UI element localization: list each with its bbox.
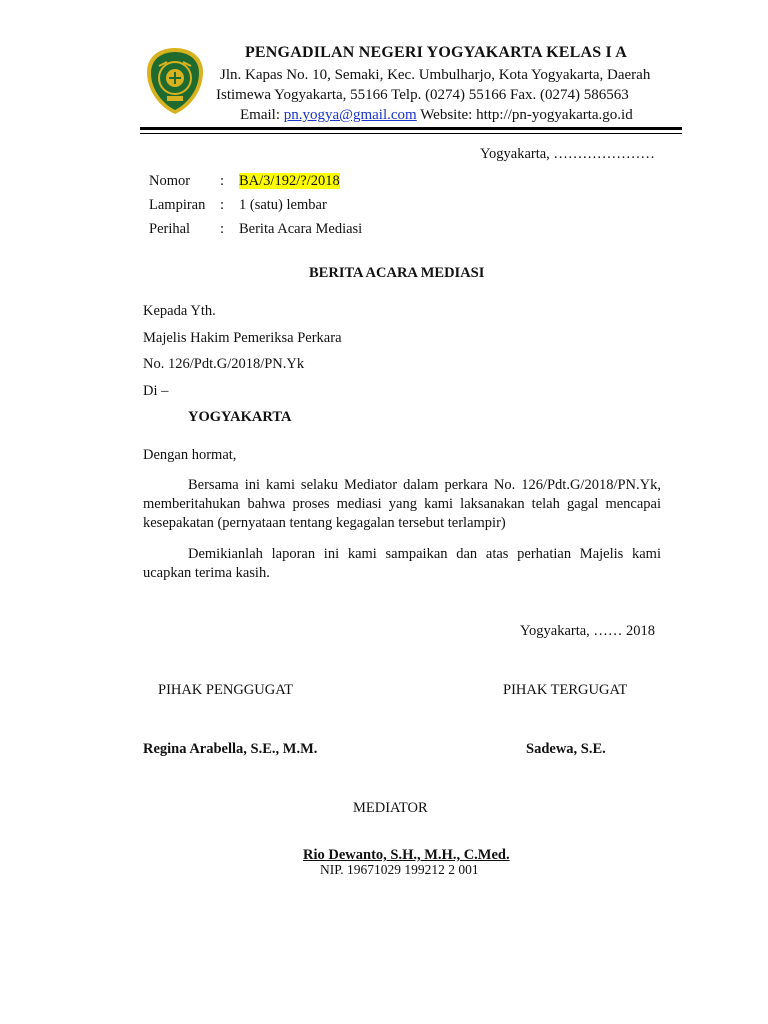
address-line-2: Istimewa Yogyakarta, 55166 Telp. (0274) 55166 Fax. (0274) 586563 xyxy=(216,87,629,103)
header-rule-thick xyxy=(140,127,682,130)
mediator-nip: NIP. 19671029 199212 2 001 xyxy=(320,862,479,877)
website-label: Website: xyxy=(420,107,473,123)
contact-line xyxy=(240,107,633,124)
nomor-value-text: BA/3/192/?/2018 xyxy=(239,173,340,189)
lampiran-value: 1 (satu) lembar xyxy=(239,197,327,213)
nomor-label: Nomor xyxy=(149,173,191,189)
nomor-colon: : xyxy=(220,173,225,189)
website-text: http://pn-yogyakarta.go.id xyxy=(476,107,633,123)
body-paragraph-2 xyxy=(143,545,661,583)
email-link[interactable]: pn.yogya@gmail.com xyxy=(283,107,417,123)
court-emblem-logo xyxy=(145,46,205,116)
email-label: Email: xyxy=(240,107,280,123)
defendant-label: PIHAK TERGUGAT xyxy=(503,682,628,698)
address-line-1: Jln. Kapas No. 10, Semaki, Kec. Umbulharjo, Kota Yogyakarta, Daerah xyxy=(220,67,651,83)
recipient-line-2: Majelis Hakim Pemeriksa Perkara xyxy=(143,330,342,346)
defendant-name: Sadewa, S.E. xyxy=(526,741,606,757)
lampiran-colon: : xyxy=(220,197,225,213)
lampiran-label: Lampiran xyxy=(149,197,206,213)
recipient-line-4: Di – xyxy=(143,383,169,399)
document-title: BERITA ACARA MEDIASI xyxy=(309,265,485,281)
date-top: Yogyakarta, ………………… xyxy=(480,146,655,162)
mediator-label: MEDIATOR xyxy=(353,800,428,816)
plaintiff-label: PIHAK PENGGUGAT xyxy=(158,682,293,698)
nomor-value xyxy=(239,173,340,190)
mediator-name: Rio Dewanto, S.H., M.H., C.Med. xyxy=(303,847,510,863)
date-bottom: Yogyakarta, …… 2018 xyxy=(520,623,656,639)
recipient-line-1: Kepada Yth. xyxy=(143,303,216,319)
recipient-line-3: No. 126/Pdt.G/2018/PN.Yk xyxy=(143,356,305,372)
header-rule-thin xyxy=(140,133,682,134)
plaintiff-name: Regina Arabella, S.E., M.M. xyxy=(143,741,318,757)
body-paragraph-1-text: Bersama ini kami selaku Mediator dalam perkara No. 126/Pdt.G/2018/PN.Yk, memberitahukan bahwa proses mediasi yang kami laksanakan telah gagal mencapai kesepakatan (pernyataan tentang kegagalan tersebut terlampir) xyxy=(143,477,661,531)
court-name: PENGADILAN NEGERI YOGYAKARTA KELAS I A xyxy=(244,44,628,61)
greeting: Dengan hormat, xyxy=(143,447,237,463)
body-paragraph-1 xyxy=(143,476,661,533)
perihal-colon: : xyxy=(220,221,225,237)
perihal-value: Berita Acara Mediasi xyxy=(239,221,363,237)
body-paragraph-2-text: Demikianlah laporan ini kami sampaikan dan atas perhatian Majelis kami ucapkan terima kasih. xyxy=(143,546,661,581)
perihal-label: Perihal xyxy=(149,221,191,237)
recipient-city: YOGYAKARTA xyxy=(188,409,292,425)
